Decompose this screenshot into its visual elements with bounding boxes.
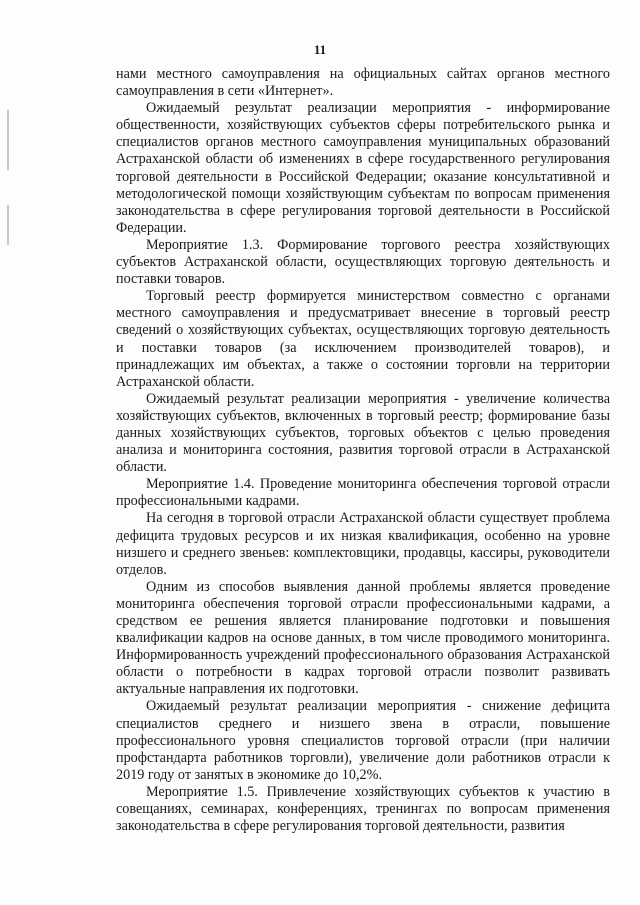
- page-number: 11: [313, 42, 327, 57]
- paragraph: Мероприятие 1.5. Привлечение хозяйствующих субъектов к участию в совещаниях, семинарах, конференциях, тренингах по вопросам применения законодательства в сфере регулирования торговой деятельности, развития: [116, 783, 610, 835]
- document-body: [116, 66, 610, 835]
- scan-edge-mark: [7, 110, 9, 170]
- paragraph: Мероприятие 1.3. Формирование торгового реестра хозяйствующих субъектов Астраханской области, осуществляющих торговую деятельность и поставки товаров.: [116, 236, 610, 288]
- paragraph: Ожидаемый результат реализации мероприятия - снижение дефицита специалистов среднего и низшего звена в отрасли, повышение профессионального уровня специалистов торговой отрасли (при наличии профстандарта работников торговли), увеличение доли работников отрасли к 2019 году от занятых в экономике до 10,2%.: [116, 698, 610, 783]
- paragraph: Ожидаемый результат реализации мероприятия - информирование общественности, хозяйствующих субъектов сферы потребительского рынка и специалистов органов местного самоуправления муниципальных образований Астраханской области об изменениях в сфере государственного регулирования торговой деятельности в Российской Федерации; оказание консультативной и методологической помощи хозяйствующим субъектам по вопросам применения законодательства в сфере регулирования торговой деятельности в Российской Федерации.: [116, 100, 610, 236]
- paragraph: Ожидаемый результат реализации мероприятия - увеличение количества хозяйствующих субъектов, включенных в торговый реестр; формирование базы данных хозяйствующих субъектов, торговых объектов с целью проведения анализа и мониторинга состояния, развития торговой отрасли в Астраханской области.: [116, 390, 610, 476]
- paragraph: Одним из способов выявления данной проблемы является проведение мониторинга обеспечения торговой отрасли профессиональными кадрами, а средством ее решения является планирование подготовки и повышения квалификации кадров на основе данных, в том числе проводимого мониторинга. Информированность учреждений профессионального образования Астраханской области о потребности в кадрах торговой отрасли позволит развивать актуальные направления их подготовки.: [116, 578, 610, 698]
- scan-edge-mark: [7, 205, 9, 245]
- paragraph: нами местного самоуправления на официальных сайтах органов местного самоуправления в сети «Интернет».: [116, 66, 610, 100]
- paragraph: На сегодня в торговой отрасли Астраханской области существует проблема дефицита трудовых ресурсов и их низкая квалификация, особенно на уровне низшего и среднего звеньев: комплектовщики, продавцы, кассиры, руководители отделов.: [116, 510, 610, 578]
- paragraph: Мероприятие 1.4. Проведение мониторинга обеспечения торговой отрасли профессиональными кадрами.: [116, 476, 610, 510]
- paragraph: Торговый реестр формируется министерством совместно с органами местного самоуправления и предусматривает внесение в торговый реестр сведений о хозяйствующих субъектах, осуществляющих торговую деятельность и поставки товаров (за исключением производителей товаров), и принадлежащих им объектах, а также о состоянии торговли на территории Астраханской области.: [116, 288, 610, 390]
